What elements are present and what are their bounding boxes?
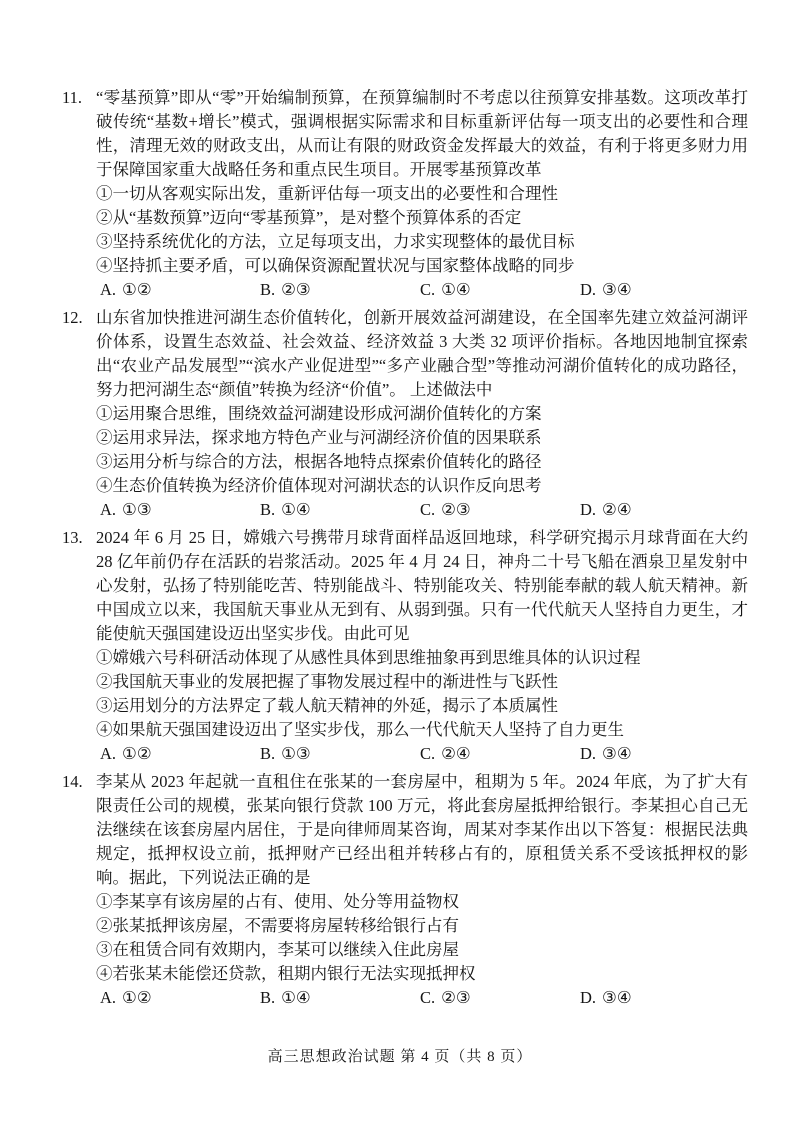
question-13-body bbox=[62, 646, 748, 766]
question-14 bbox=[62, 770, 748, 1010]
question-13-option-c: C. ②④ bbox=[420, 744, 471, 763]
question-14-statement-4: ④若张某未能偿还贷款，租期内银行无法实现抵押权 bbox=[96, 964, 476, 983]
question-12-option-b: B. ①④ bbox=[260, 500, 311, 519]
question-11-option-a: A. ①② bbox=[100, 280, 152, 299]
question-14-statement-1: ①李某享有该房屋的占有、使用、处分等用益物权 bbox=[96, 892, 459, 911]
question-13-statement-1: ①嫦娥六号科研活动体现了从感性具体到思维抽象再到思维具体的认识过程 bbox=[96, 648, 641, 667]
question-13-option-d: D. ③④ bbox=[580, 744, 632, 763]
question-12-statement-4: ④生态价值转换为经济价值体现对河湖状态的认识作反向思考 bbox=[96, 476, 542, 495]
question-12 bbox=[62, 306, 748, 522]
question-13-option-b: B. ①③ bbox=[260, 744, 311, 763]
question-14-statement-3: ③在租赁合同有效期内，李某可以继续入住此房屋 bbox=[96, 940, 459, 959]
question-14-option-b: B. ①④ bbox=[260, 988, 311, 1007]
question-13-statement-4: ④如果航天强国建设迈出了坚实步伐，那么一代代航天人坚持了自力更生 bbox=[96, 720, 624, 739]
question-13-options-row bbox=[96, 742, 748, 766]
question-11-statement-1: ①一切从客观实际出发，重新评估每一项支出的必要性和合理性 bbox=[96, 184, 558, 203]
question-14-number: 14. bbox=[62, 772, 83, 791]
question-12-options-row bbox=[96, 498, 748, 522]
question-12-statement-3: ③运用分析与综合的方法，根据各地特点探索价值转化的路径 bbox=[96, 452, 542, 471]
question-12-stem: 山东省加快推进河湖生态价值转化，创新开展效益河湖建设，在全国率先建立效益河湖评价体系，设置生态效益、社会效益、经济效益 3 大类 32 项评价指标。各地因地制宜探索出“农业产品发展型”“滨水产业促进型”“多产业融合型”等推动河湖价值转化的成功路径，努力把河湖生态“颜值”转换为经济“价值”。 上述做法中 bbox=[96, 308, 748, 399]
question-11-number: 11. bbox=[62, 88, 83, 107]
question-13-option-a: A. ①② bbox=[100, 744, 152, 763]
question-12-statement-1: ①运用聚合思维，围绕效益河湖建设形成河湖价值转化的方案 bbox=[96, 404, 542, 423]
exam-content bbox=[62, 86, 748, 1014]
question-13-stem: 2024 年 6 月 25 日，嫦娥六号携带月球背面样品返回地球，科学研究揭示月球背面在大约 28 亿年前仍存在活跃的岩浆活动。2025 年 4 月 24 日，神舟二十号飞船在酒泉卫星发射中心发射，弘扬了特别能吃苦、特别能战斗、特别能攻关、特别能奉献的载人航天精神。新中国成立以来，我国航天事业从无到有、从弱到强。只有一代代航天人坚持自力更生，才能使航天强国建设迈出坚实步伐。由此可见 bbox=[96, 528, 748, 643]
question-12-body bbox=[62, 402, 748, 522]
question-11-option-d: D. ③④ bbox=[580, 280, 632, 299]
question-14-stem: 李某从 2023 年起就一直租住在张某的一套房屋中，租期为 5 年。2024 年底，为了扩大有限责任公司的规模，张某向银行贷款 100 万元，将此套房屋抵押给银行。李某担心自己无法继续在该套房屋内居住，于是向律师周某咨询，周某对李某作出以下答复：根据民法典规定，抵押权设立前，抵押财产已经出租并转移占有的，原租赁关系不受该抵押权的影响。据此，下列说法正确的是 bbox=[96, 772, 748, 887]
question-11-statement-3: ③坚持系统优化的方法，立足每项支出，力求实现整体的最优目标 bbox=[96, 232, 575, 251]
question-14-options-row bbox=[96, 986, 748, 1010]
question-13-number: 13. bbox=[62, 528, 83, 547]
question-11-option-b: B. ②③ bbox=[260, 280, 311, 299]
question-11-stem-row bbox=[62, 86, 748, 182]
question-14-option-c: C. ②③ bbox=[420, 988, 471, 1007]
question-11-option-c: C. ①④ bbox=[420, 280, 471, 299]
question-14-body bbox=[62, 890, 748, 1010]
question-12-option-d: D. ②④ bbox=[580, 500, 632, 519]
question-12-option-a: A. ①③ bbox=[100, 500, 152, 519]
question-12-statement-2: ②运用求异法，探求地方特色产业与河湖经济价值的因果联系 bbox=[96, 428, 542, 447]
question-13 bbox=[62, 526, 748, 766]
question-14-stem-row bbox=[62, 770, 748, 890]
question-11-body bbox=[62, 182, 748, 302]
question-14-option-a: A. ①② bbox=[100, 988, 152, 1007]
question-11 bbox=[62, 86, 748, 302]
question-11-stem: “零基预算”即从“零”开始编制预算，在预算编制时不考虑以往预算安排基数。这项改革打破传统“基数+增长”模式，强调根据实际需求和目标重新评估每一项支出的必要性和合理性，清理无效的财政支出，从而让有限的财政资金发挥最大的效益，有利于将更多财力用于保障国家重大战略任务和重点民生项目。开展零基预算改革 bbox=[96, 88, 748, 179]
question-11-statement-4: ④坚持抓主要矛盾，可以确保资源配置状况与国家整体战略的同步 bbox=[96, 256, 575, 275]
question-12-number: 12. bbox=[62, 308, 83, 327]
question-12-stem-row bbox=[62, 306, 748, 402]
question-12-option-c: C. ②③ bbox=[420, 500, 471, 519]
question-14-option-d: D. ③④ bbox=[580, 988, 632, 1007]
question-13-stem-row bbox=[62, 526, 748, 646]
question-13-statement-2: ②我国航天事业的发展把握了事物发展过程中的渐进性与飞跃性 bbox=[96, 672, 558, 691]
question-14-statement-2: ②张某抵押该房屋，不需要将房屋转移给银行占有 bbox=[96, 916, 459, 935]
question-11-options-row bbox=[96, 278, 748, 302]
page-footer: 高三思想政治试题 第 4 页（共 8 页） bbox=[267, 1049, 533, 1065]
question-13-statement-3: ③运用划分的方法界定了载人航天精神的外延，揭示了本质属性 bbox=[96, 696, 558, 715]
question-11-statement-2: ②从“基数预算”迈向“零基预算”，是对整个预算体系的否定 bbox=[96, 208, 522, 227]
